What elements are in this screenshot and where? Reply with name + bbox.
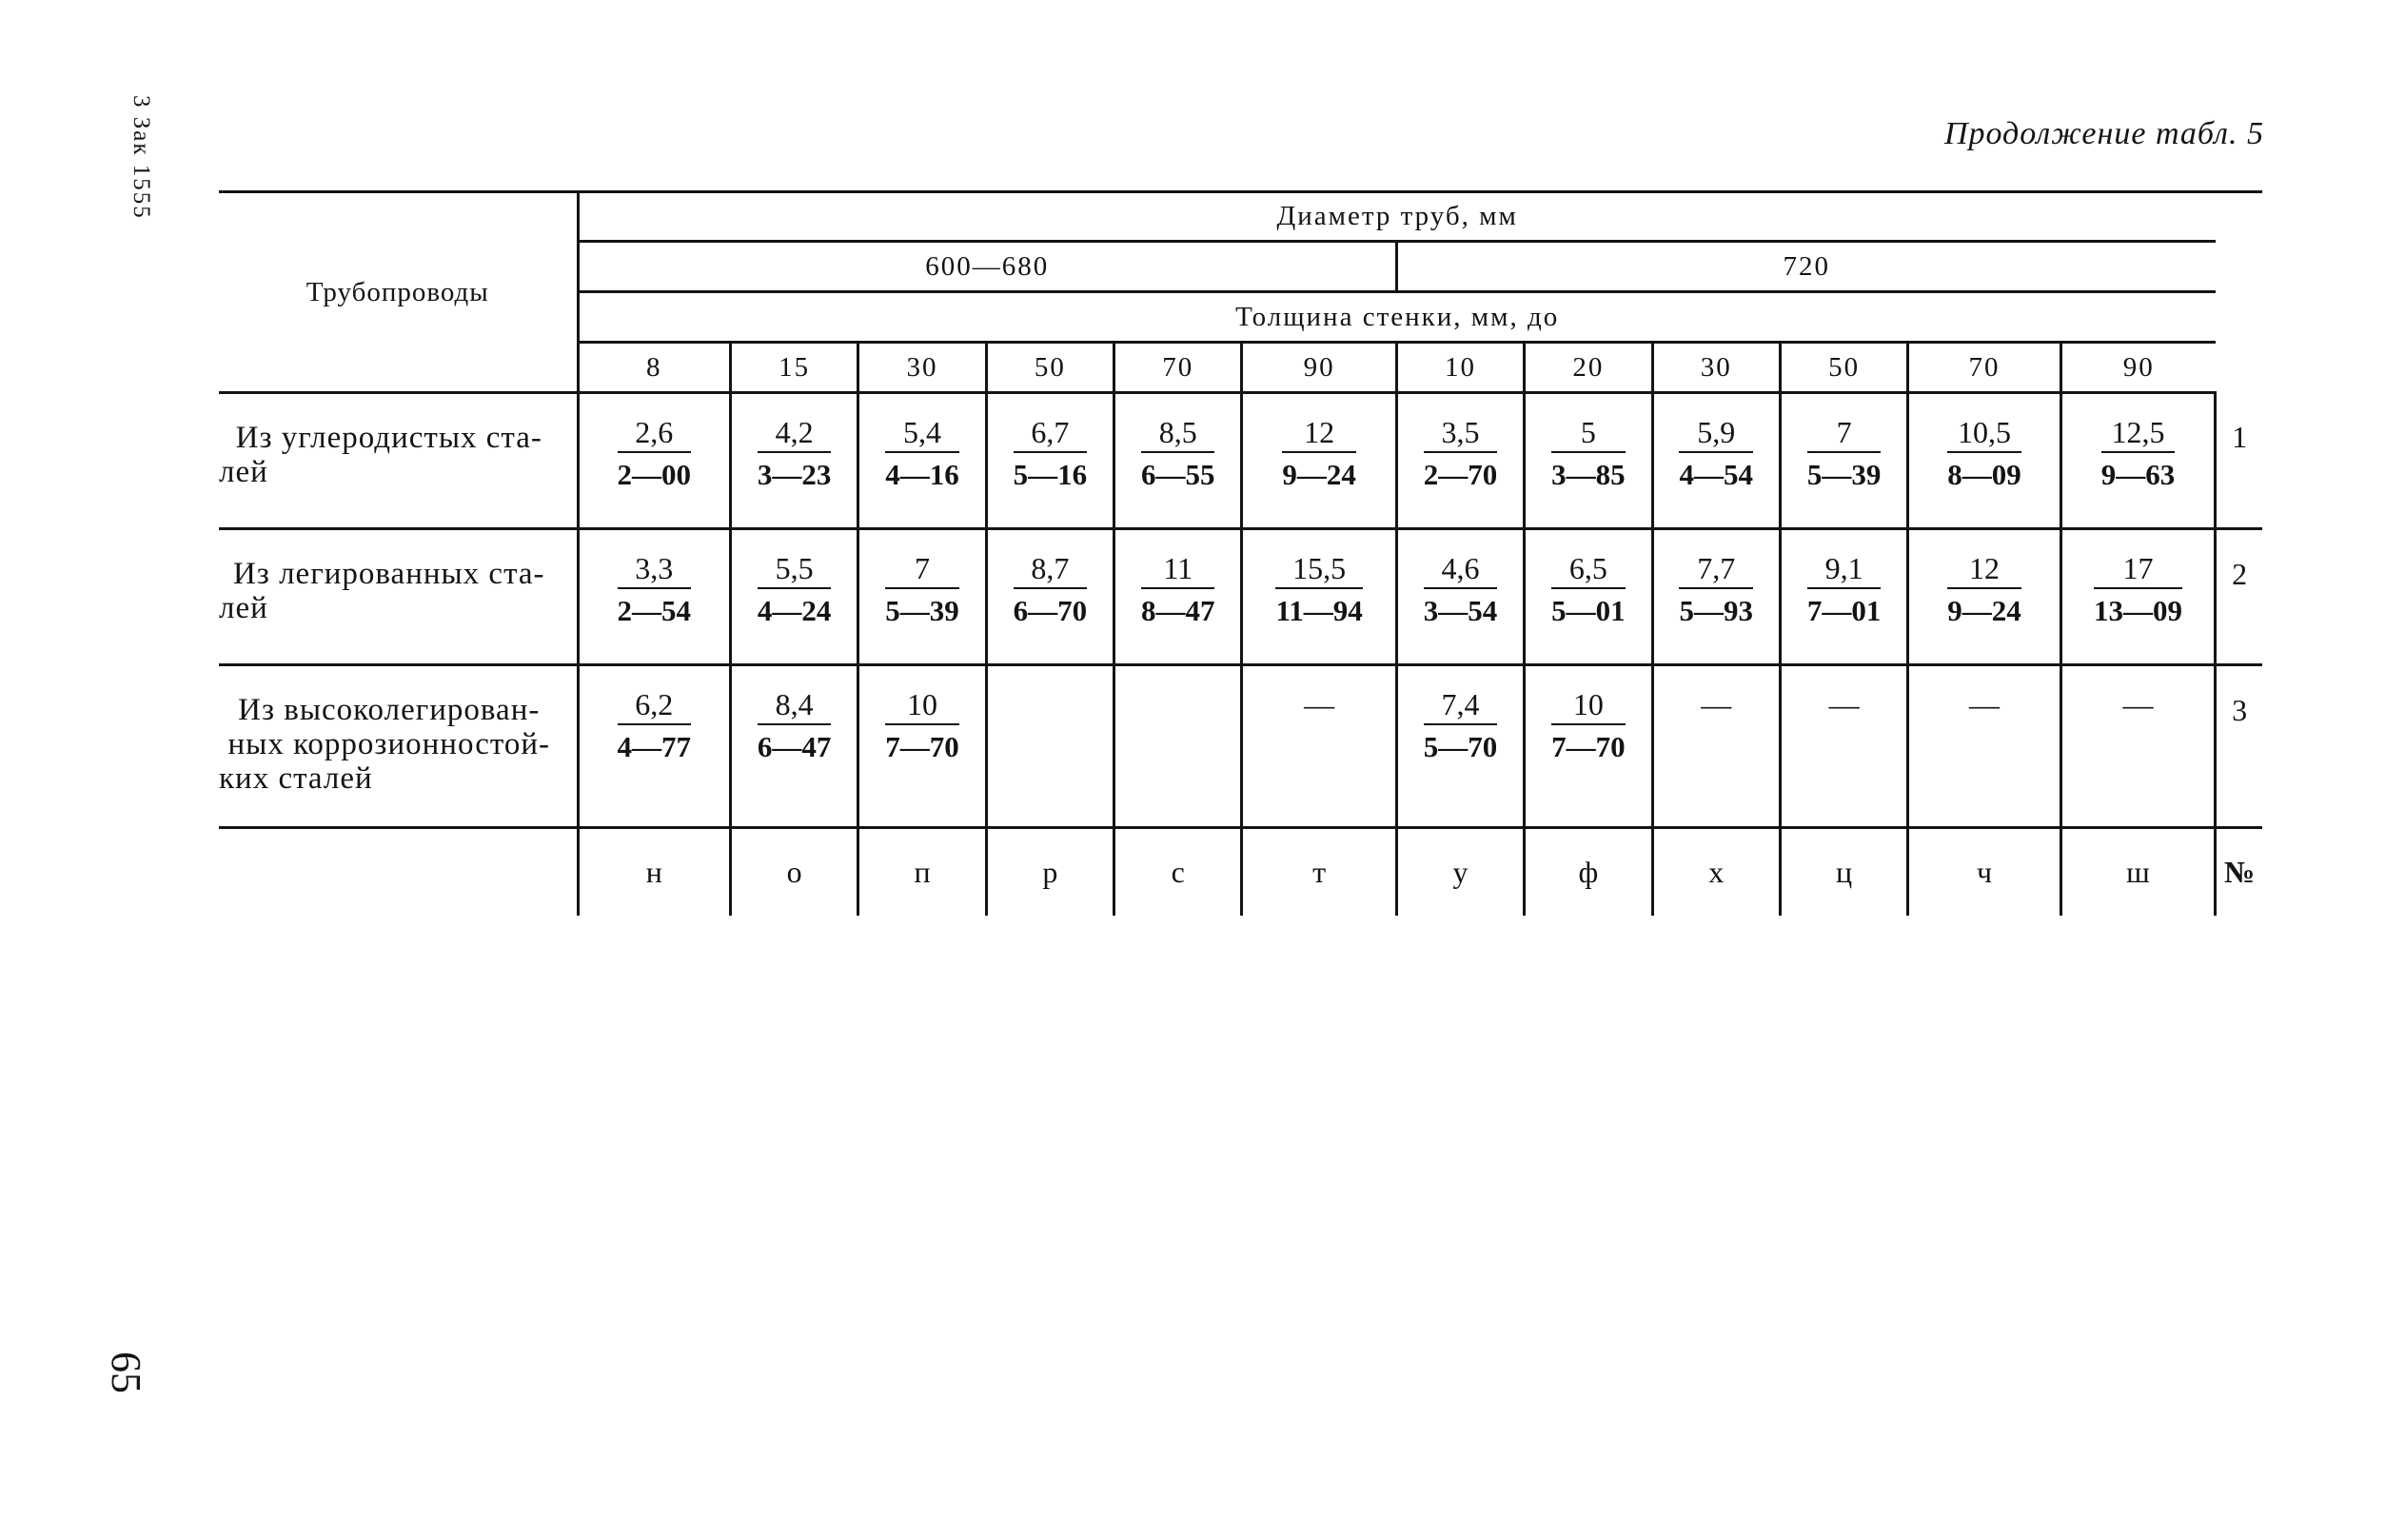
value-cell bbox=[2060, 665, 2216, 828]
page-number: 65 bbox=[103, 1352, 149, 1393]
norm-denominator: 8—47 bbox=[1140, 594, 1215, 627]
thickness-numerator: 4,6 bbox=[1424, 551, 1498, 589]
letter-row-blank bbox=[219, 828, 578, 916]
value-cell bbox=[1652, 665, 1780, 828]
norm-denominator: 9—24 bbox=[1282, 458, 1356, 491]
norm-denominator: 8—09 bbox=[1947, 458, 2021, 491]
norm-denominator: 3—85 bbox=[1551, 458, 1626, 491]
thickness-numerator: 5 bbox=[1551, 415, 1626, 453]
thickness-numerator: 12 bbox=[1947, 551, 2021, 589]
dash-value: — bbox=[1701, 687, 1732, 721]
margin-print-code: 3 Зак 1555 bbox=[128, 95, 154, 220]
value-cell bbox=[1780, 665, 1907, 828]
norm-denominator: 2—00 bbox=[617, 458, 691, 491]
number-sign: № bbox=[2216, 828, 2262, 916]
norm-denominator: 4—16 bbox=[885, 458, 959, 491]
thickness-numerator: 12,5 bbox=[2101, 415, 2176, 453]
value-cell bbox=[1525, 393, 1652, 529]
value-cell bbox=[1908, 393, 2060, 529]
norm-denominator: 9—24 bbox=[1947, 594, 2021, 627]
row-label: Из легированных ста-лей bbox=[219, 529, 578, 665]
row-label: Из высоколегирован-ных коррозионностой-ких сталей bbox=[219, 665, 578, 828]
fraction-value bbox=[1141, 551, 1215, 629]
norm-denominator: 7—70 bbox=[885, 730, 959, 763]
value-cell bbox=[730, 393, 858, 529]
value-cell bbox=[1396, 393, 1524, 529]
thickness-numerator: 5,5 bbox=[758, 551, 832, 589]
value-cell bbox=[730, 665, 858, 828]
fraction-value bbox=[618, 415, 692, 493]
value-cell bbox=[578, 529, 730, 665]
wall-thickness-8: 30 bbox=[1652, 343, 1780, 393]
thickness-numerator: 11 bbox=[1141, 551, 1215, 589]
column-letter: о bbox=[730, 828, 858, 916]
norm-denominator: 6—70 bbox=[1013, 594, 1088, 627]
norm-denominator: 2—54 bbox=[617, 594, 691, 627]
fraction-value bbox=[1807, 551, 1882, 629]
wall-thickness-0: 8 bbox=[578, 343, 730, 393]
value-cell bbox=[986, 665, 1114, 828]
norm-denominator: 5—01 bbox=[1551, 594, 1626, 627]
column-letter: ш bbox=[2060, 828, 2216, 916]
thickness-numerator: 7,7 bbox=[1679, 551, 1753, 589]
thickness-numerator: 5,4 bbox=[885, 415, 959, 453]
value-cell bbox=[1396, 665, 1524, 828]
fraction-value bbox=[618, 551, 692, 629]
row-number: 1 bbox=[2216, 393, 2262, 529]
thickness-numerator: 8,7 bbox=[1014, 551, 1088, 589]
dash-value: — bbox=[1828, 687, 1860, 721]
thickness-numerator: 12 bbox=[1282, 415, 1356, 453]
value-cell bbox=[1396, 529, 1524, 665]
norm-denominator: 13—09 bbox=[2093, 594, 2182, 627]
value-cell bbox=[858, 393, 986, 529]
value-cell bbox=[2060, 529, 2216, 665]
thickness-numerator: 3,3 bbox=[618, 551, 692, 589]
norm-denominator: 5—70 bbox=[1423, 730, 1498, 763]
fraction-value bbox=[1551, 551, 1626, 629]
column-letter: ч bbox=[1908, 828, 2060, 916]
value-cell bbox=[1114, 665, 1242, 828]
value-cell bbox=[1652, 529, 1780, 665]
wall-thickness-1: 15 bbox=[730, 343, 858, 393]
norm-denominator: 5—93 bbox=[1679, 594, 1753, 627]
fraction-value bbox=[885, 687, 959, 765]
column-letter: х bbox=[1652, 828, 1780, 916]
fraction-value bbox=[1282, 415, 1356, 493]
pipes-column-header: Трубопроводы bbox=[219, 192, 578, 393]
norm-denominator: 4—24 bbox=[757, 594, 832, 627]
fraction-value bbox=[2094, 551, 2182, 629]
value-cell bbox=[858, 665, 986, 828]
fraction-value bbox=[758, 687, 832, 765]
thickness-numerator: 10,5 bbox=[1947, 415, 2021, 453]
value-cell bbox=[1242, 529, 1396, 665]
thickness-numerator: 9,1 bbox=[1807, 551, 1882, 589]
wall-thickness-2: 30 bbox=[858, 343, 986, 393]
thickness-numerator: 5,9 bbox=[1679, 415, 1753, 453]
fraction-value bbox=[1014, 551, 1088, 629]
dash-value: — bbox=[1969, 687, 2000, 721]
norm-denominator: 5—39 bbox=[885, 594, 959, 627]
diameter-group-600-680: 600—680 bbox=[578, 242, 1396, 292]
thickness-numerator: 6,2 bbox=[618, 687, 692, 725]
wall-thickness-10: 70 bbox=[1908, 343, 2060, 393]
wall-thickness-7: 20 bbox=[1525, 343, 1652, 393]
fraction-value bbox=[758, 415, 832, 493]
fraction-value bbox=[1807, 415, 1882, 493]
fraction-value bbox=[1679, 415, 1753, 493]
fraction-value bbox=[1679, 551, 1753, 629]
fraction-value bbox=[1275, 551, 1362, 629]
norm-denominator: 6—47 bbox=[757, 730, 832, 763]
diameter-group-720: 720 bbox=[1396, 242, 2215, 292]
wall-thickness-6: 10 bbox=[1396, 343, 1524, 393]
column-letter: ф bbox=[1525, 828, 1652, 916]
column-letter: р bbox=[986, 828, 1114, 916]
value-cell bbox=[858, 529, 986, 665]
value-cell bbox=[1780, 393, 1907, 529]
norm-denominator: 4—54 bbox=[1679, 458, 1753, 491]
norm-denominator: 4—77 bbox=[617, 730, 691, 763]
thickness-numerator: 10 bbox=[1551, 687, 1626, 725]
fraction-value bbox=[885, 551, 959, 629]
norm-denominator: 7—01 bbox=[1806, 594, 1882, 627]
norm-denominator: 11—94 bbox=[1275, 594, 1363, 627]
norm-denominator: 3—23 bbox=[757, 458, 832, 491]
value-cell bbox=[730, 529, 858, 665]
wall-thickness-header: Толщина стенки, мм, до bbox=[578, 292, 2216, 343]
fraction-value bbox=[1551, 415, 1626, 493]
column-letter: п bbox=[858, 828, 986, 916]
fraction-value bbox=[1424, 687, 1498, 765]
thickness-numerator: 6,5 bbox=[1551, 551, 1626, 589]
value-cell bbox=[578, 665, 730, 828]
thickness-numerator: 3,5 bbox=[1424, 415, 1498, 453]
thickness-numerator: 17 bbox=[2094, 551, 2182, 589]
column-letter: у bbox=[1396, 828, 1524, 916]
fraction-value bbox=[618, 687, 692, 765]
value-cell bbox=[1908, 529, 2060, 665]
thickness-numerator: 7 bbox=[885, 551, 959, 589]
thickness-numerator: 8,4 bbox=[758, 687, 832, 725]
value-cell bbox=[1242, 393, 1396, 529]
column-letter: н bbox=[578, 828, 730, 916]
norm-denominator: 5—16 bbox=[1013, 458, 1088, 491]
fraction-value bbox=[1947, 415, 2021, 493]
number-column-head-blank bbox=[2216, 192, 2262, 393]
wall-thickness-9: 50 bbox=[1780, 343, 1907, 393]
fraction-value bbox=[1947, 551, 2021, 629]
norm-denominator: 7—70 bbox=[1551, 730, 1626, 763]
thickness-numerator: 6,7 bbox=[1014, 415, 1088, 453]
thickness-numerator: 10 bbox=[885, 687, 959, 725]
fraction-value bbox=[1014, 415, 1088, 493]
wall-thickness-11: 90 bbox=[2060, 343, 2216, 393]
thickness-numerator: 15,5 bbox=[1275, 551, 1362, 589]
fraction-value bbox=[1551, 687, 1626, 765]
row-number: 3 bbox=[2216, 665, 2262, 828]
fraction-value bbox=[1424, 415, 1498, 493]
thickness-numerator: 8,5 bbox=[1141, 415, 1215, 453]
wall-thickness-5: 90 bbox=[1242, 343, 1396, 393]
norm-denominator: 9—63 bbox=[2100, 458, 2176, 491]
row-number: 2 bbox=[2216, 529, 2262, 665]
fraction-value bbox=[758, 551, 832, 629]
value-cell bbox=[2060, 393, 2216, 529]
value-cell bbox=[1525, 665, 1652, 828]
column-letter: с bbox=[1114, 828, 1242, 916]
value-cell bbox=[1114, 529, 1242, 665]
fraction-value bbox=[2101, 415, 2176, 493]
wall-thickness-4: 70 bbox=[1114, 343, 1242, 393]
wall-thickness-3: 50 bbox=[986, 343, 1114, 393]
norm-denominator: 2—70 bbox=[1423, 458, 1498, 491]
dash-value: — bbox=[2122, 687, 2154, 721]
value-cell bbox=[1908, 665, 2060, 828]
thickness-numerator: 2,6 bbox=[618, 415, 692, 453]
column-letter: ц bbox=[1780, 828, 1907, 916]
thickness-numerator: 7 bbox=[1807, 415, 1882, 453]
value-cell bbox=[578, 393, 730, 529]
fraction-value bbox=[1424, 551, 1498, 629]
fraction-value bbox=[1141, 415, 1215, 493]
value-cell bbox=[986, 393, 1114, 529]
norm-denominator: 3—54 bbox=[1423, 594, 1498, 627]
diameter-header: Диаметр труб, мм bbox=[578, 192, 2216, 242]
table-continuation-caption: Продолжение табл. 5 bbox=[1943, 116, 2264, 151]
row-label: Из углеродистых ста-лей bbox=[219, 393, 578, 529]
table-row bbox=[219, 529, 2262, 665]
value-cell bbox=[1780, 529, 1907, 665]
value-cell bbox=[986, 529, 1114, 665]
value-cell bbox=[1242, 665, 1396, 828]
value-cell bbox=[1652, 393, 1780, 529]
steel-pipe-table bbox=[219, 190, 2262, 916]
table-row bbox=[219, 393, 2262, 529]
norm-denominator: 6—55 bbox=[1140, 458, 1215, 491]
value-cell bbox=[1525, 529, 1652, 665]
thickness-numerator: 7,4 bbox=[1424, 687, 1498, 725]
norm-denominator: 5—39 bbox=[1806, 458, 1882, 491]
fraction-value bbox=[885, 415, 959, 493]
dash-value: — bbox=[1304, 687, 1335, 721]
table-row bbox=[219, 665, 2262, 828]
value-cell bbox=[1114, 393, 1242, 529]
thickness-numerator: 4,2 bbox=[758, 415, 832, 453]
column-letter: т bbox=[1242, 828, 1396, 916]
